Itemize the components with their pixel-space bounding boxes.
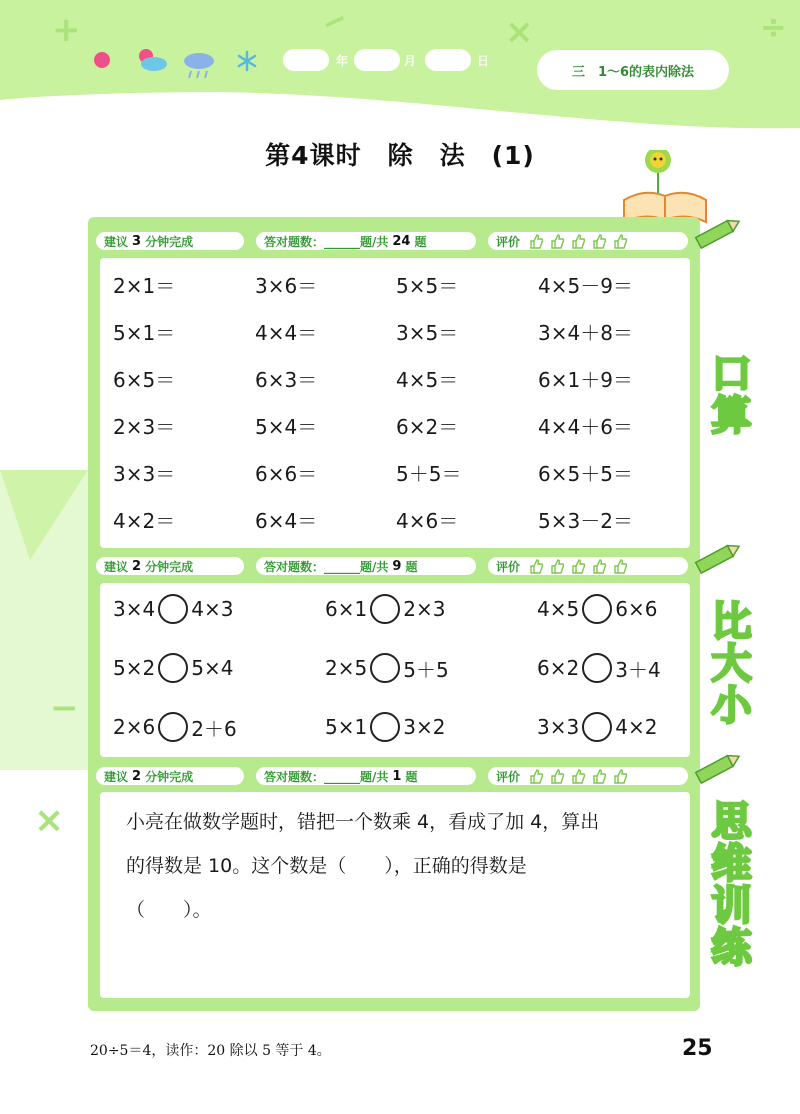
day-label: 日 — [477, 54, 490, 68]
unit-label: 三 1～6的表内除法 — [537, 50, 729, 90]
answer-circle[interactable] — [582, 594, 612, 624]
compare-item — [325, 712, 445, 742]
compare-right: 2×3 — [403, 597, 446, 621]
compare-item — [113, 594, 233, 624]
answer-circle[interactable] — [582, 712, 612, 742]
compare-item — [113, 653, 233, 683]
compare-item — [325, 594, 445, 624]
compare-left: 2×5 — [325, 656, 368, 680]
score-suffix: 题 — [405, 559, 418, 574]
snowflake-icon — [236, 50, 258, 72]
calc-column — [255, 270, 317, 552]
compare-right: 6×6 — [615, 597, 658, 621]
answer-circle[interactable] — [582, 653, 612, 683]
calc-item: 4×4＋6＝ — [538, 415, 633, 439]
side-title-thinking: 思维训练 — [705, 800, 751, 968]
word-problem — [126, 800, 676, 932]
compare-left: 4×5 — [537, 597, 580, 621]
rating-box — [488, 232, 688, 250]
compare-left: 5×2 — [113, 656, 156, 680]
compare-right: 4×2 — [615, 715, 658, 739]
info-bar-2 — [96, 556, 688, 576]
calc-column — [396, 270, 461, 552]
month-input[interactable] — [354, 49, 400, 71]
compare-left: 2×6 — [113, 715, 156, 739]
suggest-suffix: 分钟完成 — [145, 559, 194, 574]
score-tally — [256, 767, 476, 785]
info-bar-1 — [96, 231, 688, 251]
pencil-icon — [690, 542, 744, 574]
calc-column — [113, 270, 175, 552]
calc-item: 2×1＝ — [113, 274, 176, 298]
answer-circle[interactable] — [370, 712, 400, 742]
calc-item: 4×5＝ — [396, 368, 459, 392]
compare-item — [325, 653, 449, 683]
score-suffix: 题 — [405, 769, 418, 784]
thumb-up-icon[interactable] — [612, 558, 628, 574]
calc-item: 2×3＝ — [113, 415, 176, 439]
problem-line: （ ）。 — [126, 899, 212, 921]
calc-item: 6×5＝ — [113, 368, 176, 392]
time-suggestion — [96, 767, 244, 785]
compare-right: 2＋6 — [191, 716, 237, 741]
page-title: 第4课时 除 法 (1) — [265, 141, 535, 170]
calc-item: 5×4＝ — [255, 415, 318, 439]
answer-circle[interactable] — [370, 653, 400, 683]
calc-item: 6×3＝ — [255, 368, 318, 392]
compare-left: 3×3 — [537, 715, 580, 739]
suggest-minutes: 2 — [132, 768, 142, 784]
calc-item: 6×2＝ — [396, 415, 459, 439]
rain-cloud-icon — [182, 50, 216, 80]
score-suffix: 题 — [414, 234, 427, 249]
problem-line: 的得数是 10。这个数是（ ），正确的得数是 — [126, 855, 527, 877]
compare-right: 3＋4 — [615, 657, 661, 682]
compare-right: 5＋5 — [403, 657, 449, 682]
thumb-up-icon[interactable] — [591, 768, 607, 784]
compare-left: 6×2 — [537, 656, 580, 680]
score-tally — [256, 557, 476, 575]
rating-label: 评价 — [496, 559, 521, 574]
calc-item: 5×3－2＝ — [538, 509, 633, 533]
thumb-up-icon[interactable] — [570, 233, 586, 249]
cloud-sun-icon — [134, 46, 168, 74]
calc-item: 4×5－9＝ — [538, 274, 633, 298]
compare-item — [537, 712, 657, 742]
answer-circle[interactable] — [158, 594, 188, 624]
side-title-compare: 比大小 — [705, 600, 751, 726]
thumb-up-icon[interactable] — [612, 233, 628, 249]
rating-box — [488, 557, 688, 575]
answer-circle[interactable] — [370, 594, 400, 624]
thumb-up-icon[interactable] — [549, 558, 565, 574]
calc-item: 4×4＝ — [255, 321, 318, 345]
minus-left-decoration: − — [50, 688, 79, 728]
suggest-suffix: 分钟完成 — [145, 769, 194, 784]
rating-label: 评价 — [496, 769, 521, 784]
sun-icon — [92, 50, 112, 70]
compare-right: 3×2 — [403, 715, 446, 739]
rating-box — [488, 767, 688, 785]
time-suggestion — [96, 232, 244, 250]
pencil-icon — [690, 752, 744, 784]
score-total: 24 — [392, 233, 411, 249]
time-suggestion — [96, 557, 244, 575]
year-label: 年 — [336, 54, 349, 68]
calc-column — [538, 270, 633, 552]
calc-item: 4×2＝ — [113, 509, 176, 533]
pencil-icon — [690, 217, 744, 249]
footer-note: 20÷5＝4，读作：20 除以 5 等于 4。 — [90, 1043, 331, 1059]
calc-item: 6×5＋5＝ — [538, 462, 633, 486]
page-number: 25 — [682, 1036, 713, 1061]
compare-item — [537, 594, 657, 624]
calc-item: 5＋5＝ — [396, 462, 462, 486]
day-input[interactable] — [425, 49, 471, 71]
suggest-label: 建议 — [104, 559, 129, 574]
thumb-up-icon[interactable] — [570, 558, 586, 574]
answer-circle[interactable] — [158, 653, 188, 683]
thumb-up-icon[interactable] — [612, 768, 628, 784]
calc-item: 5×5＝ — [396, 274, 459, 298]
book-flower-illustration — [620, 150, 710, 225]
score-label: 答对题数：______题/共 — [264, 559, 389, 574]
suggest-minutes: 2 — [132, 558, 142, 574]
problem-line: 小亮在做数学题时，错把一个数乘 4，看成了加 4，算出 — [126, 811, 600, 833]
suggest-label: 建议 — [104, 769, 129, 784]
plus-decoration: + — [52, 10, 81, 50]
minus-decoration: − — [315, 0, 354, 43]
score-label: 答对题数：______题/共 — [264, 234, 389, 249]
compare-item — [537, 653, 661, 683]
compare-left: 5×1 — [325, 715, 368, 739]
calc-item: 5×1＝ — [113, 321, 176, 345]
thumb-up-icon[interactable] — [570, 768, 586, 784]
side-title-oral: 口算 — [705, 352, 751, 436]
thumb-up-icon[interactable] — [528, 233, 544, 249]
times-left-decoration: × — [34, 800, 65, 841]
suggest-minutes: 3 — [132, 233, 142, 249]
thumb-up-icon[interactable] — [528, 768, 544, 784]
suggest-label: 建议 — [104, 234, 129, 249]
calc-item: 6×4＝ — [255, 509, 318, 533]
compare-left: 6×1 — [325, 597, 368, 621]
thumb-up-icon[interactable] — [549, 768, 565, 784]
thumb-up-icon[interactable] — [591, 233, 607, 249]
compare-right: 4×3 — [191, 597, 234, 621]
rating-label: 评价 — [496, 234, 521, 249]
month-label: 月 — [404, 54, 417, 68]
compare-right: 5×4 — [191, 656, 234, 680]
score-total: 9 — [392, 558, 402, 574]
calc-item: 3×4＋8＝ — [538, 321, 633, 345]
calc-item: 3×6＝ — [255, 274, 318, 298]
calc-item: 3×3＝ — [113, 462, 176, 486]
times-decoration: × — [505, 12, 534, 52]
divide-decoration: ÷ — [760, 8, 787, 46]
score-total: 1 — [392, 768, 402, 784]
score-tally — [256, 232, 476, 250]
thumb-up-icon[interactable] — [591, 558, 607, 574]
year-input[interactable] — [283, 49, 329, 71]
compare-item — [113, 712, 237, 742]
calc-item: 3×5＝ — [396, 321, 459, 345]
compare-left: 3×4 — [113, 597, 156, 621]
calc-item: 6×6＝ — [255, 462, 318, 486]
calc-item: 4×6＝ — [396, 509, 459, 533]
calc-item: 6×1＋9＝ — [538, 368, 633, 392]
suggest-suffix: 分钟完成 — [145, 234, 194, 249]
info-bar-3 — [96, 766, 688, 786]
score-label: 答对题数：______题/共 — [264, 769, 389, 784]
thumb-up-icon[interactable] — [528, 558, 544, 574]
thumb-up-icon[interactable] — [549, 233, 565, 249]
answer-circle[interactable] — [158, 712, 188, 742]
